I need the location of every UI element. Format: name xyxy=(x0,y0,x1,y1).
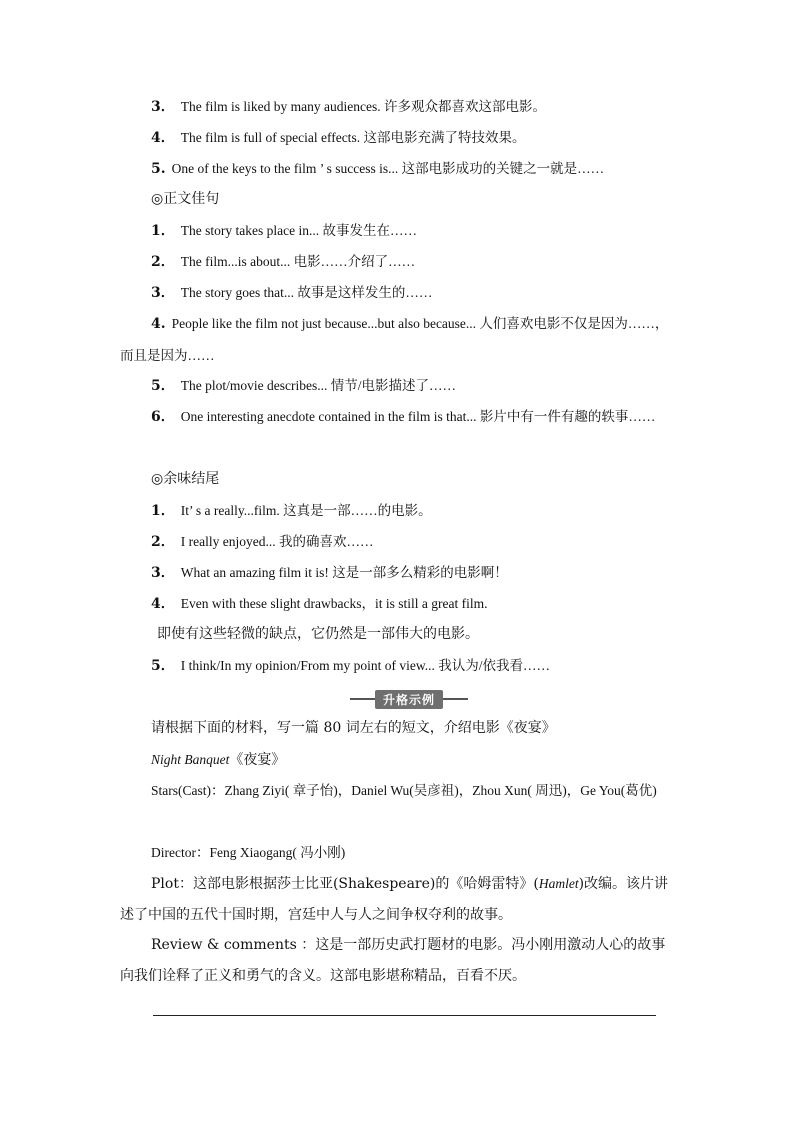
list-item: 3． The film is liked by many audiences. 许多观众都喜欢这部电影。 xyxy=(151,99,546,115)
film-director: Director：Feng Xiaogang( 冯小刚) xyxy=(151,845,346,860)
example-prompt: 请根据下面的材料，写一篇 80 词左右的短文，介绍电影《夜宴》 xyxy=(151,720,556,736)
list-item: 1． It’ s a really...film. 这真是一部……的电影。 xyxy=(151,503,432,519)
list-item: 4． The film is full of special effects. 这部电影充满了特技效果。 xyxy=(151,130,526,146)
film-plot: Plot：这部电影根据莎士比亚(Shakespeare)的《哈姆雷特》(Hamlet)改编。该片讲述了中国的五代十国时期，宫廷中人与人之间争权夺利的故事。 xyxy=(120,876,669,923)
list-item: 3． The story goes that... 故事是这样发生的…… xyxy=(151,285,433,301)
section-banner xyxy=(350,689,468,709)
list-item: 2． The film...is about... 电影……介绍了…… xyxy=(151,254,416,270)
list-item: 5． I think/In my opinion/From my point of view... 我认为/依我看…… xyxy=(151,658,550,674)
film-title: Night Banquet《夜宴》 xyxy=(151,752,286,768)
banner-label: 升格示例 xyxy=(375,690,443,709)
answer-line xyxy=(153,1015,656,1016)
list-item: 6． One interesting anecdote contained in the film is that... 影片中有一件有趣的轶事…… xyxy=(151,409,656,425)
list-item: 1． The story takes place in... 故事发生在…… xyxy=(151,223,417,239)
list-item: 5． The plot/movie describes... 情节/电影描述了…… xyxy=(151,378,456,394)
film-stars: Stars(Cast)：Zhang Ziyi( 章子怡)，Daniel Wu(吴彦祖)，Zhou Xun( 周迅)，Ge You(葛优) xyxy=(151,783,657,798)
section-heading-body: ◎正文佳句 xyxy=(151,191,220,207)
list-item: 5. One of the keys to the film ’ s success is... 这部电影成功的关键之一就是…… xyxy=(151,161,605,177)
list-item: 2． I really enjoyed... 我的确喜欢…… xyxy=(151,534,374,550)
list-item: 4. People like the film not just because...but also because... 人们喜欢电影不仅是因为……，而且是因为…… xyxy=(120,316,669,363)
section-heading-ending: ◎余味结尾 xyxy=(151,471,220,487)
list-item-translation: 即使有这些轻微的缺点，它仍然是一部伟大的电影。 xyxy=(157,626,479,642)
film-review: Review & comments ：这是一部历史武打题材的电影。冯小刚用激动人心的故事向我们诠释了正义和勇气的含义。这部电影堪称精品，百看不厌。 xyxy=(120,937,666,984)
list-item: 3． What an amazing film it is! 这是一部多么精彩的电影啊！ xyxy=(151,565,508,581)
list-item: 4． Even with these slight drawbacks，it is still a great film. xyxy=(151,596,488,612)
